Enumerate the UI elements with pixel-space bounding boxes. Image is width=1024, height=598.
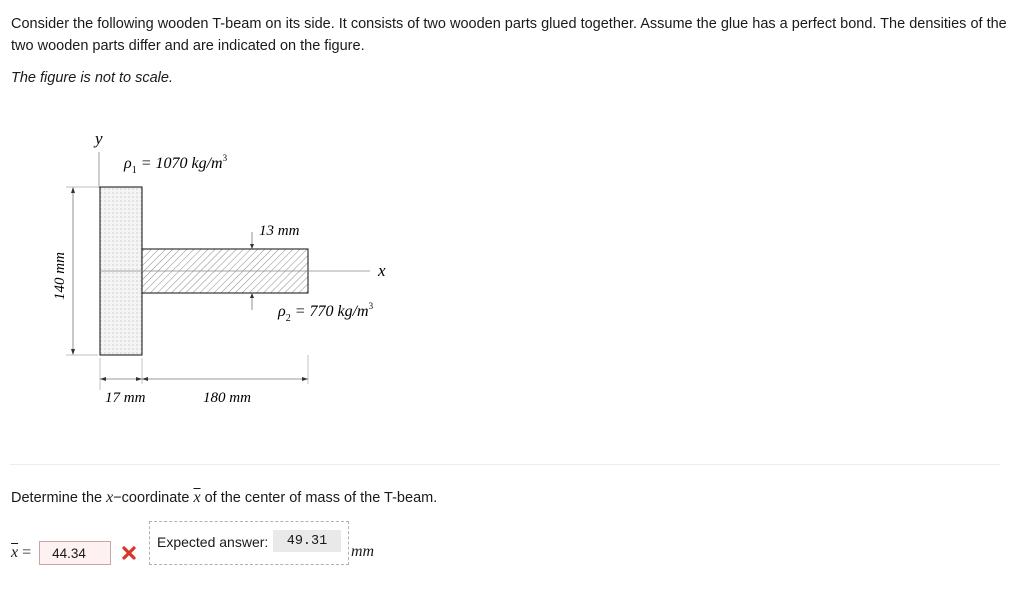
rho2-label: $\rho_2 = 770$ $kg/m^3$ xyxy=(278,301,374,324)
rho1-label: $\rho_1 = 1070$ $kg/m^3$ xyxy=(124,153,228,176)
dim-web-thickness: 13 mm xyxy=(259,223,300,239)
dim-height: 140 mm xyxy=(52,252,68,300)
scale-note: The figure is not to scale. xyxy=(11,70,173,86)
t-beam-figure xyxy=(40,120,400,420)
dim-web-length: 180 mm xyxy=(203,390,251,406)
section-divider xyxy=(10,464,1000,465)
expected-answer-box xyxy=(149,521,349,565)
answer-row xyxy=(11,540,137,566)
question-text: Determine the x−coordinate $\overline{x}$ of the center of mass of the T-beam. xyxy=(11,489,438,506)
problem-statement: Consider the following wooden T-beam on its side. It consists of two wooden parts glued together. Assume the glue has a perfect bond. The densities of the two wooden parts differ and are indicated on the figure. xyxy=(11,16,1007,54)
cross-icon xyxy=(121,545,137,561)
dim-flange: 17 mm xyxy=(105,390,146,406)
expected-answer-label: Expected answer: xyxy=(157,534,269,550)
answer-input[interactable]: 44.34 xyxy=(39,541,111,565)
x-axis-label: x xyxy=(378,261,386,280)
expected-answer-value: 49.31 xyxy=(273,530,341,552)
y-axis-label: y xyxy=(95,129,103,148)
answer-label: $\overline{x}$ = xyxy=(11,544,32,561)
answer-unit: mm xyxy=(351,543,375,560)
